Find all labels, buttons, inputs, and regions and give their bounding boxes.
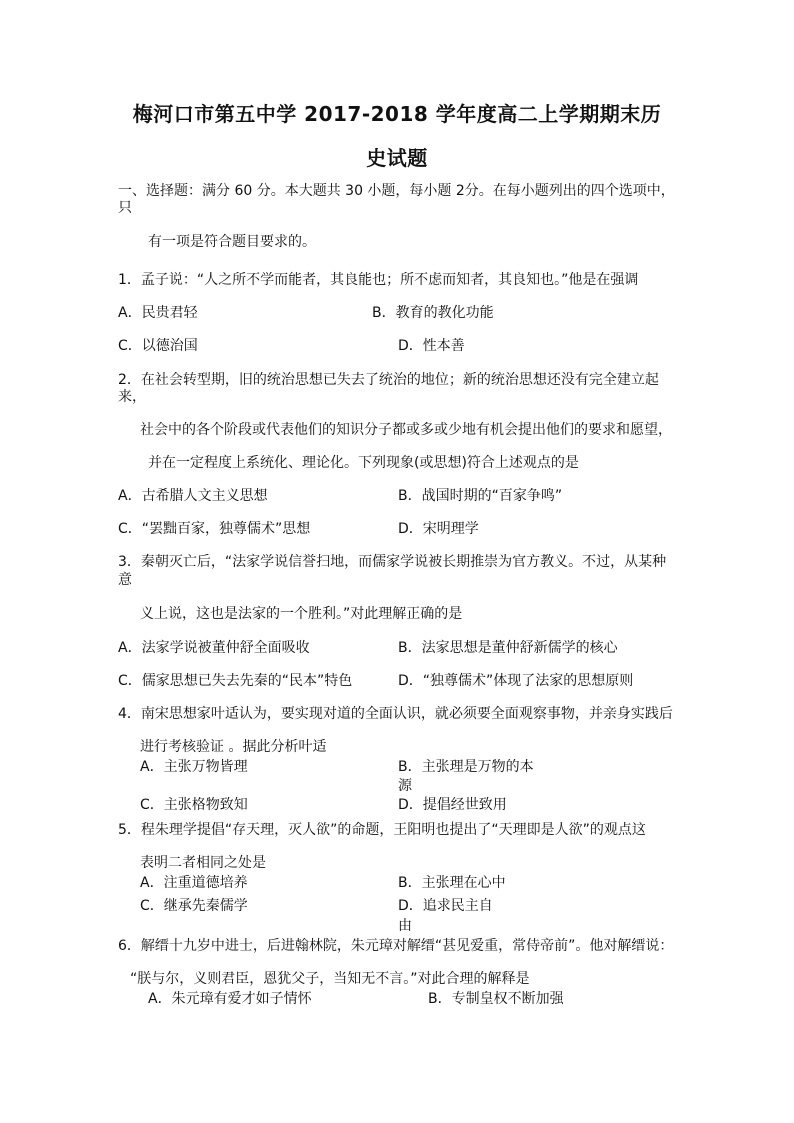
question-3-option-a: A．法家学说被董仲舒全面吸收 xyxy=(118,640,310,656)
question-1-option-d: D．性本善 xyxy=(398,338,465,354)
question-4-stem: 4．南宋思想家叶适认为，要实现对道的全面认识，就必须要全面观察事物，并亲身实践后 xyxy=(118,706,673,722)
question-5-stem: 5．程朱理学提倡“存天理，灭人欲”的命题，王阳明也提出了“天理即是人欲”的观点这 xyxy=(118,822,646,838)
question-4-stem-cont: 进行考核验证 。据此分析叶适 xyxy=(140,739,327,755)
section-heading-cont: 有一项是符合题目要求的。 xyxy=(148,234,316,250)
question-3-stem: 3．秦朝灭亡后，“法家学说信誉扫地，而儒家学说被长期推崇为官方教义。不过，从某种 xyxy=(118,554,667,570)
question-4-option-b-wrap: 源 xyxy=(398,778,412,794)
question-5-option-b: B．主张理在心中 xyxy=(398,875,506,891)
question-5-option-d: D．追求民主自 xyxy=(398,898,493,914)
question-4-option-b: B．主张理是万物的本 xyxy=(398,759,534,775)
question-2-option-b: B．战国时期的“百家争鸣” xyxy=(398,488,563,504)
exam-title-line1: 梅河口市第五中学 2017-2018 学年度高二上学期期末历 xyxy=(132,102,662,126)
question-4-option-a: A．主张万物皆理 xyxy=(140,759,248,775)
question-2-stem-cont: 社会中的各个阶段或代表他们的知识分子都或多或少地有机会提出他们的要求和愿望， xyxy=(140,422,672,438)
question-3-stem-cont: 义上说，这也是法家的一个胜利。”对此理解正确的是 xyxy=(140,606,463,622)
question-4-option-c: C．主张格物致知 xyxy=(140,797,248,813)
question-1-option-c: C．以德治国 xyxy=(118,338,198,354)
section-heading: 一、选择题：满分 60 分。本大题共 30 小题，每小题 2分。在每小题列出的四个选项中， xyxy=(118,183,675,199)
question-3-stem-wrap: 意 xyxy=(118,572,132,588)
question-1-option-b: B．教育的教化功能 xyxy=(372,305,494,321)
question-5-option-d-wrap: 由 xyxy=(398,918,412,934)
exam-title-line2: 史试题 xyxy=(366,146,428,170)
question-6-option-a: A．朱元璋有爱才如子情怀 xyxy=(148,991,312,1007)
question-6-stem: 6．解缙十九岁中进士，后进翰林院，朱元璋对解缙“甚见爱重，常侍帝前”。他对解缙说： xyxy=(118,938,674,954)
question-2-option-d: D．宋明理学 xyxy=(398,521,479,537)
question-3-option-c: C．儒家思想已失去先秦的“民本”特色 xyxy=(118,673,353,689)
question-3-option-b: B．法家思想是董仲舒新儒学的核心 xyxy=(398,640,618,656)
question-4-option-d: D．提倡经世致用 xyxy=(398,797,507,813)
question-1-stem: 1．孟子说：“人之所不学而能者，其良能也；所不虑而知者，其良知也。”他是在强调 xyxy=(118,272,639,288)
section-heading-wrap: 只 xyxy=(118,200,132,216)
question-2-stem: 2．在社会转型期，旧的统治思想已失去了统治的地位；新的统治思想还没有完全建立起 xyxy=(118,372,659,388)
question-5-option-a: A．注重道德培养 xyxy=(140,875,248,891)
question-3-option-d: D．“独尊儒术”体现了法家的思想原则 xyxy=(398,673,634,689)
question-1-option-a: A．民贵君轻 xyxy=(118,305,198,321)
question-5-option-c: C．继承先秦儒学 xyxy=(140,898,248,914)
question-6-option-b: B．专制皇权不断加强 xyxy=(428,991,564,1007)
question-6-stem-cont: “朕与尔，义则君臣，恩犹父子，当知无不言。”对此合理的解释是 xyxy=(130,971,530,987)
question-5-stem-cont: 表明二者相同之处是 xyxy=(140,855,266,871)
question-2-option-a: A．古希腊人文主义思想 xyxy=(118,488,268,504)
question-2-stem-wrap: 来， xyxy=(118,389,146,405)
question-2-stem-cont2: 并在一定程度上系统化、理论化。下列现象(或思想)符合上述观点的是 xyxy=(148,455,579,471)
question-2-option-c: C．“罢黜百家，独尊儒术”思想 xyxy=(118,521,311,537)
